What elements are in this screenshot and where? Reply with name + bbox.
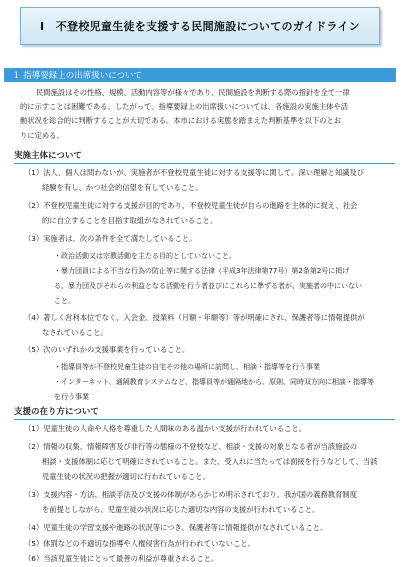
intro-line: 的に示すことは困難である。したがって、指導要録上の出席扱いについては、各施設の実施主体や活 [20, 102, 349, 112]
section-bar [4, 68, 396, 82]
item-line: （5）次のいずれかの支援事業を行っていること。 [24, 345, 190, 354]
section-bar-label: １ 指導要録上の出席扱いについて [12, 71, 143, 81]
intro-line: りに定める。 [20, 130, 64, 140]
item-line: （2）情報の収集、情報障害及び非行等の態様の不登校など、相談・支援の対象となる者が当該施設の [24, 442, 357, 451]
section-heading-support: 支援の在り方について [14, 405, 395, 420]
item-line: を前提としながら、児童生徒の状況に応じた適切な内容の支援が行われていること。 [42, 505, 320, 514]
item-line: （1）法人、個人は問わないが、実施者が不登校児童生徒に対する支援等に関して、深い理解と知識及び [24, 168, 365, 177]
item-line: る、暴力団及びそれらの利益となる活動を行う者並びにこれらに準ずる者が、実施者の中にいない [54, 282, 362, 290]
title-box [20, 7, 380, 45]
item-line: （2）不登校児童生徒に対する支援が目的であり、不登校児童生徒が自らの進路を主体的に捉え、社会 [24, 201, 358, 210]
item-line: （4）児童生徒の学習支援や進路の状況等につき、保護者等に情報提供がなされていること。 [24, 523, 328, 532]
item-line: ・暴力団員による不当な行為の防止等に関する法律（平成3年法律第77号）第2条第2号に掲げ [54, 267, 350, 275]
item-line: （3）支援内容・方法、相談手法及び支援の体制があらかじめ明示されており、我が国の義務教育制度 [24, 490, 357, 499]
page-title: Ⅰ 不登校児童生徒を支援する民間施設についてのガイドライン [40, 20, 360, 33]
intro-line: 民間施設はその性格、規模、活動内容等が様々であり、民間施設を判断する際の指針を全て一律 [36, 88, 350, 97]
item-line: 的に自立することを目指す取組がなされていること。 [42, 216, 218, 225]
item-line: 児童生徒の状況の把握が適切に行われていること。 [42, 472, 210, 481]
item-line: を行う事業 [54, 393, 89, 401]
item-line: （6）当該児童生徒にとって最善の利益が尊重されること。 [24, 554, 219, 563]
item-line: ・政治活動又は宗教活動を主たる目的としていないこと。 [54, 252, 236, 260]
item-line: こと。 [54, 297, 75, 305]
item-line: （5）体罰などの不適切な指導や人権侵害行為が行われていないこと。 [24, 539, 255, 548]
item-line: 経験を有し、かつ社会的信望を有していること。 [42, 183, 203, 192]
item-line: （4）著しく営利本位でなく、入会金、授業料（月額・年額等）等が明確にされ、保護者等に情報提供が [24, 313, 365, 322]
item-line: ・指導員等が不登校児童生徒の自宅その他の場所に訪問し、相談・指導等を行う事業 [54, 363, 320, 371]
intro-line: 動状況を総合的に判断することが大切である。本市における実態を踏まえた判断基準を以下のとお [20, 116, 342, 126]
item-line: （1）児童生徒の人命や人格を尊重した人間味のある温かい支援が行われていること。 [24, 424, 306, 433]
intro-paragraph [20, 86, 388, 143]
item-line: なされていること。 [42, 328, 108, 337]
item-line: ・インターネット、通隔教育システムなど、指導員等が通隔地から、原則、同時双方向に相談・指導等 [54, 378, 375, 386]
item-line: 相談・支援体制に応じて明確にされていること。また、受入れに当たっては面接を行うなどして、当該 [42, 457, 378, 466]
section-heading-implementer: 実施主体について [14, 149, 395, 164]
item-line: （3）実施者は、次の条件を全て満たしていること。 [24, 234, 197, 243]
